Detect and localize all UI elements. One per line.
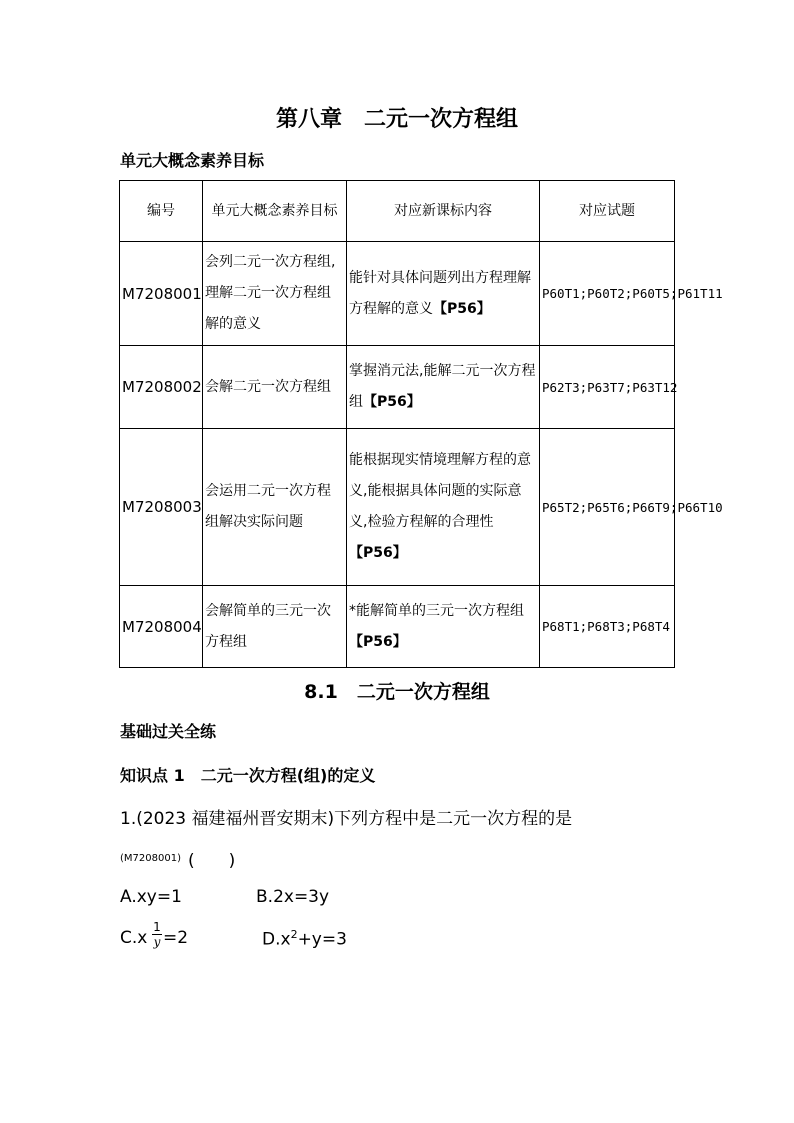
section-title: 8.1 二元一次方程组: [304, 681, 490, 703]
table-header-row: [120, 181, 675, 242]
question-stem: 1.(2023 福建福州晋安期末)下列方程中是二元一次方程的是: [120, 809, 573, 829]
fraction: [152, 921, 162, 948]
content-text: 能根据现实情境理解方程的意义,能根据具体问题的实际意义,检验方程解的合理性: [349, 452, 531, 530]
exponent: 2: [290, 928, 298, 941]
practice-heading: 基础过关全练: [120, 722, 217, 741]
option-d-suffix: +y=3: [297, 929, 347, 950]
table-header-goal: 单元大概念素养目标: [203, 181, 347, 242]
option-c-prefix: C.x: [120, 928, 148, 948]
reference-mark: 【P56】: [433, 300, 491, 317]
content-text: 掌握消元法,能解二元一次方程组: [349, 363, 536, 410]
table-header-tests: 对应试题: [540, 181, 675, 242]
reference-mark: 【P56】: [363, 394, 421, 410]
row-goal: 会运用二元一次方程组解决实际问题: [203, 429, 347, 586]
chapter-title: 第八章 二元一次方程组: [275, 107, 518, 132]
table-header-content: 对应新课标内容: [347, 181, 540, 242]
row-content: [347, 346, 540, 429]
row-tests: P65T2;P65T6;P66T9;P66T10: [540, 429, 675, 586]
content-text: 能针对具体问题列出方程理解方程解的意义: [349, 269, 531, 317]
goals-heading: 单元大概念素养目标: [120, 151, 265, 170]
row-content: [347, 586, 540, 668]
reference-mark: 【P56】: [349, 545, 407, 561]
row-code: M7208004: [120, 586, 203, 668]
row-tests: P68T1;P68T3;P68T4: [540, 586, 675, 668]
table-row: [120, 242, 675, 346]
row-tests: P62T3;P63T7;P63T12: [540, 346, 675, 429]
row-goal: 会列二元一次方程组,理解二元一次方程组解的意义: [203, 242, 347, 346]
row-goal: 会解简单的三元一次方程组: [203, 586, 347, 668]
row-content: [347, 242, 540, 346]
answer-blank: ( ): [188, 851, 236, 871]
table-header-code: 编号: [120, 181, 203, 242]
reference-mark: 【P56】: [349, 633, 407, 650]
fraction-numerator: 1: [153, 920, 161, 934]
row-code: M7208002: [120, 346, 203, 429]
row-code: M7208003: [120, 429, 203, 586]
row-goal: 会解二元一次方程组: [203, 346, 347, 429]
option-a: A.xy=1: [120, 887, 182, 907]
option-d-prefix: D.x: [262, 929, 291, 950]
option-d: [262, 928, 347, 950]
row-content: [347, 429, 540, 586]
option-c-suffix: =2: [163, 928, 189, 948]
row-code: M7208001: [120, 242, 203, 346]
knowledge-point-heading: 知识点 1 二元一次方程(组)的定义: [120, 766, 376, 785]
table-row: [120, 346, 675, 429]
content-text: *能解简单的三元一次方程组: [349, 602, 524, 619]
table-row: [120, 429, 675, 586]
goals-table: [119, 180, 723, 668]
question-code: (M7208001): [120, 853, 181, 864]
row-tests: P60T1;P60T2;P60T5;P61T11: [540, 242, 675, 346]
fraction-denominator: y: [153, 935, 161, 949]
table-row: [120, 586, 675, 668]
option-b: B.2x=3y: [256, 887, 330, 907]
